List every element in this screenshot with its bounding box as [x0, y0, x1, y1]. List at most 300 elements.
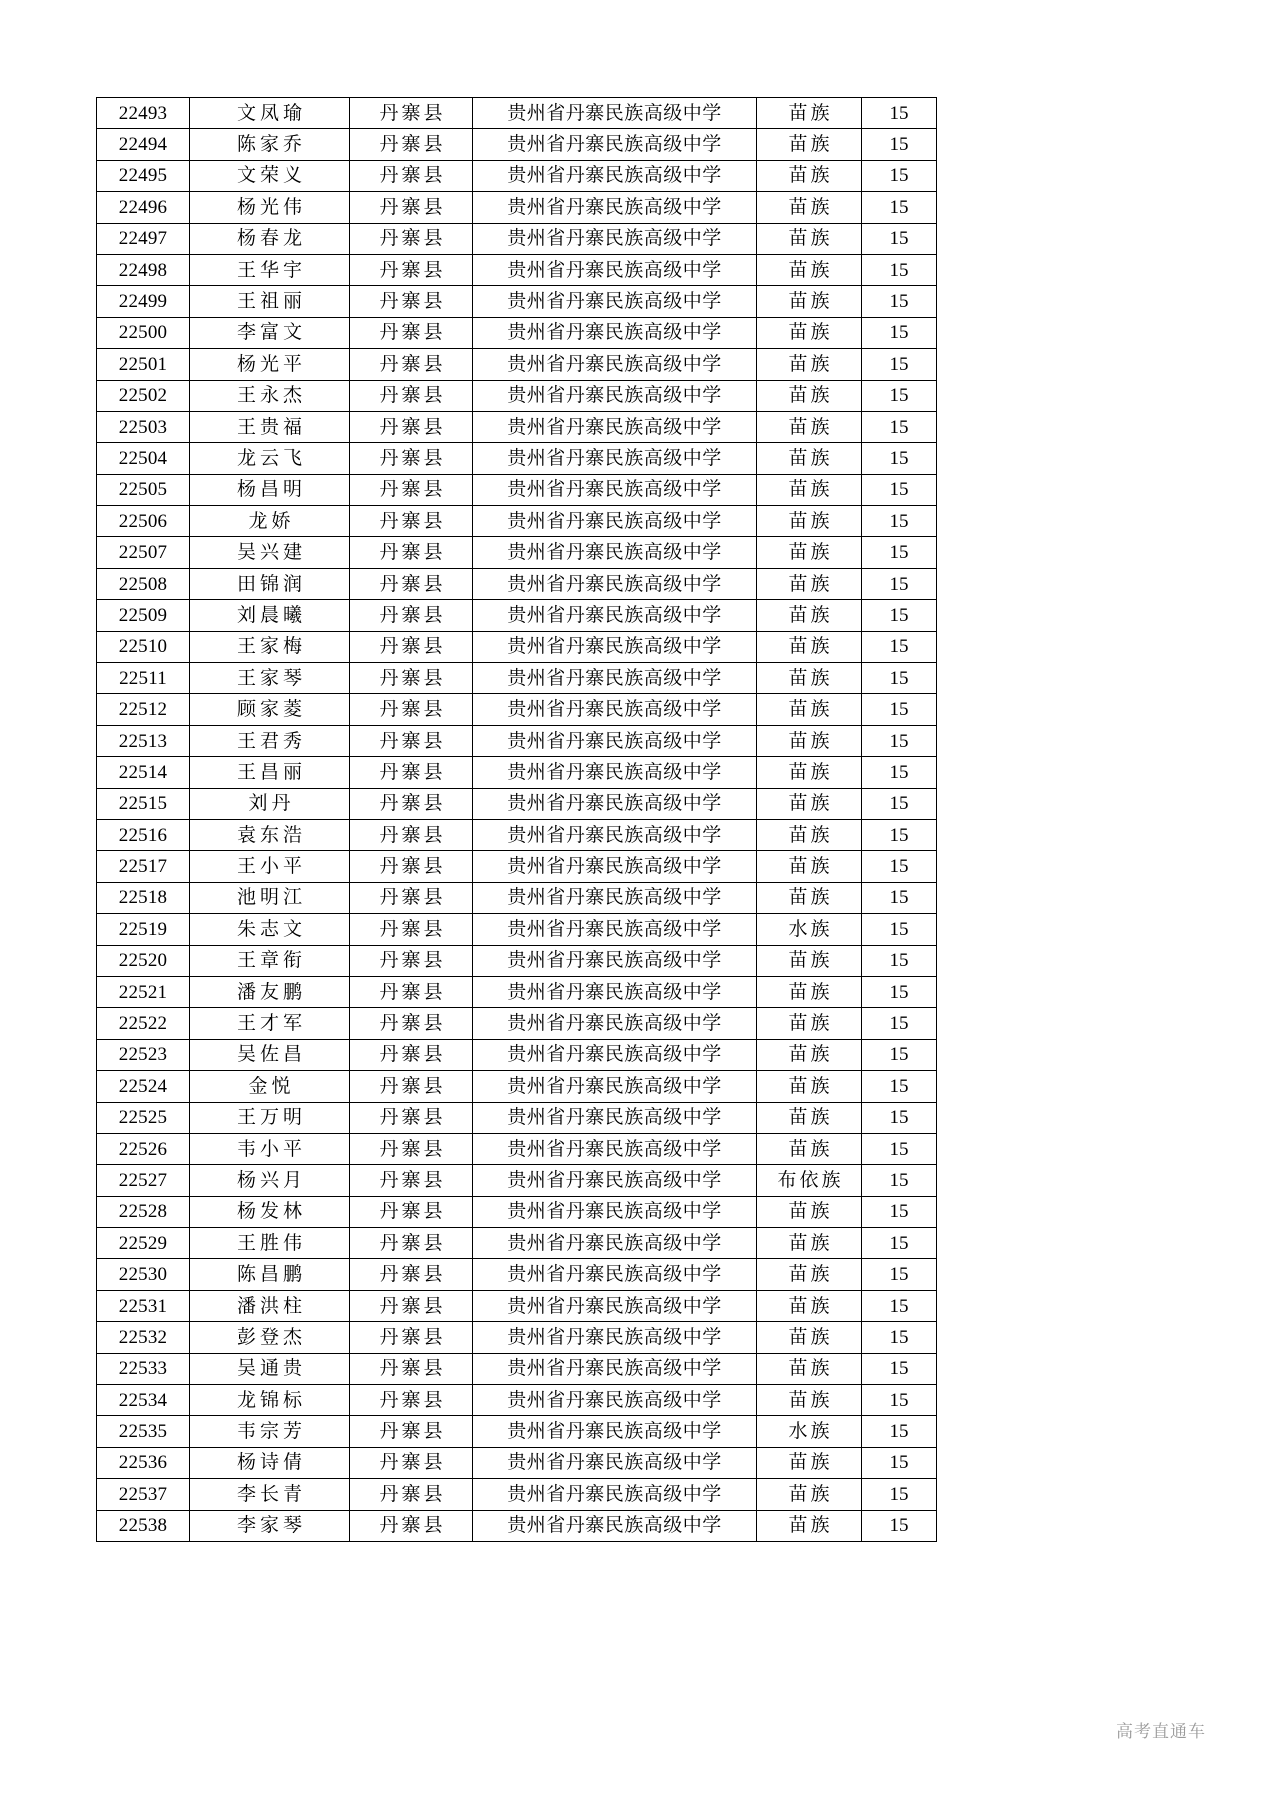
table-row [97, 1039, 937, 1070]
candidate-id: 22519 [97, 914, 190, 945]
candidate-county: 丹寨县 [350, 757, 473, 788]
roster-table-container [96, 97, 936, 1542]
candidate-ethnicity: 苗族 [757, 98, 862, 129]
candidate-score: 15 [862, 851, 937, 882]
candidate-id: 22502 [97, 380, 190, 411]
candidate-school: 贵州省丹寨民族高级中学 [473, 1322, 757, 1353]
candidate-ethnicity: 苗族 [757, 254, 862, 285]
candidate-score: 15 [862, 474, 937, 505]
candidate-school: 贵州省丹寨民族高级中学 [473, 474, 757, 505]
candidate-ethnicity: 苗族 [757, 349, 862, 380]
table-row [97, 349, 937, 380]
candidate-school: 贵州省丹寨民族高级中学 [473, 1416, 757, 1447]
table-row [97, 506, 937, 537]
table-row [97, 98, 937, 129]
table-row [97, 1479, 937, 1510]
table-row [97, 1133, 937, 1164]
candidate-name: 王华宇 [190, 254, 350, 285]
candidate-name: 彭登杰 [190, 1322, 350, 1353]
candidate-ethnicity: 苗族 [757, 537, 862, 568]
candidate-id: 22524 [97, 1071, 190, 1102]
candidate-id: 22507 [97, 537, 190, 568]
candidate-school: 贵州省丹寨民族高级中学 [473, 851, 757, 882]
candidate-school: 贵州省丹寨民族高级中学 [473, 976, 757, 1007]
candidate-score: 15 [862, 443, 937, 474]
candidate-ethnicity: 苗族 [757, 1228, 862, 1259]
candidate-score: 15 [862, 1071, 937, 1102]
candidate-county: 丹寨县 [350, 506, 473, 537]
candidate-county: 丹寨县 [350, 443, 473, 474]
candidate-ethnicity: 苗族 [757, 380, 862, 411]
candidate-id: 22520 [97, 945, 190, 976]
candidate-school: 贵州省丹寨民族高级中学 [473, 160, 757, 191]
table-row [97, 819, 937, 850]
candidate-score: 15 [862, 568, 937, 599]
table-row [97, 1447, 937, 1478]
candidate-name: 朱志文 [190, 914, 350, 945]
candidate-ethnicity: 苗族 [757, 600, 862, 631]
candidate-id: 22538 [97, 1510, 190, 1541]
candidate-ethnicity: 苗族 [757, 1385, 862, 1416]
candidate-name: 田锦润 [190, 568, 350, 599]
candidate-ethnicity: 苗族 [757, 1196, 862, 1227]
candidate-county: 丹寨县 [350, 945, 473, 976]
candidate-county: 丹寨县 [350, 1290, 473, 1321]
candidate-ethnicity: 苗族 [757, 192, 862, 223]
candidate-id: 22504 [97, 443, 190, 474]
candidate-id: 22505 [97, 474, 190, 505]
candidate-score: 15 [862, 380, 937, 411]
candidate-id: 22498 [97, 254, 190, 285]
candidate-school: 贵州省丹寨民族高级中学 [473, 945, 757, 976]
candidate-id: 22511 [97, 663, 190, 694]
table-row [97, 1102, 937, 1133]
candidate-county: 丹寨县 [350, 851, 473, 882]
candidate-name: 王章衔 [190, 945, 350, 976]
candidate-ethnicity: 苗族 [757, 694, 862, 725]
candidate-county: 丹寨县 [350, 600, 473, 631]
candidate-id: 22529 [97, 1228, 190, 1259]
candidate-id: 22536 [97, 1447, 190, 1478]
candidate-id: 22496 [97, 192, 190, 223]
table-row [97, 443, 937, 474]
table-row [97, 1290, 937, 1321]
candidate-school: 贵州省丹寨民族高级中学 [473, 631, 757, 662]
candidate-id: 22537 [97, 1479, 190, 1510]
candidate-county: 丹寨县 [350, 1196, 473, 1227]
table-row [97, 851, 937, 882]
candidate-school: 贵州省丹寨民族高级中学 [473, 914, 757, 945]
table-row [97, 286, 937, 317]
candidate-county: 丹寨县 [350, 129, 473, 160]
candidate-ethnicity: 苗族 [757, 1290, 862, 1321]
candidate-school: 贵州省丹寨民族高级中学 [473, 537, 757, 568]
candidate-id: 22534 [97, 1385, 190, 1416]
candidate-name: 杨光伟 [190, 192, 350, 223]
candidate-name: 杨诗倩 [190, 1447, 350, 1478]
candidate-county: 丹寨县 [350, 349, 473, 380]
candidate-school: 贵州省丹寨民族高级中学 [473, 411, 757, 442]
candidate-school: 贵州省丹寨民族高级中学 [473, 380, 757, 411]
candidate-score: 15 [862, 1039, 937, 1070]
candidate-ethnicity: 苗族 [757, 286, 862, 317]
candidate-name: 王家梅 [190, 631, 350, 662]
candidate-ethnicity: 苗族 [757, 474, 862, 505]
candidate-name: 吴兴建 [190, 537, 350, 568]
candidate-score: 15 [862, 1165, 937, 1196]
table-row [97, 1510, 937, 1541]
candidate-name: 王祖丽 [190, 286, 350, 317]
table-row [97, 411, 937, 442]
candidate-id: 22513 [97, 725, 190, 756]
candidate-id: 22526 [97, 1133, 190, 1164]
candidate-name: 袁东浩 [190, 819, 350, 850]
candidate-school: 贵州省丹寨民族高级中学 [473, 1165, 757, 1196]
table-row [97, 568, 937, 599]
candidate-county: 丹寨县 [350, 192, 473, 223]
candidate-school: 贵州省丹寨民族高级中学 [473, 223, 757, 254]
candidate-score: 15 [862, 223, 937, 254]
candidate-county: 丹寨县 [350, 380, 473, 411]
candidate-county: 丹寨县 [350, 663, 473, 694]
table-row [97, 1008, 937, 1039]
candidate-county: 丹寨县 [350, 914, 473, 945]
candidate-id: 22501 [97, 349, 190, 380]
candidate-school: 贵州省丹寨民族高级中学 [473, 819, 757, 850]
candidate-county: 丹寨县 [350, 1479, 473, 1510]
candidate-score: 15 [862, 694, 937, 725]
candidate-ethnicity: 苗族 [757, 506, 862, 537]
candidate-county: 丹寨县 [350, 254, 473, 285]
candidate-name: 金悦 [190, 1071, 350, 1102]
candidate-ethnicity: 苗族 [757, 976, 862, 1007]
candidate-score: 15 [862, 129, 937, 160]
candidate-county: 丹寨县 [350, 976, 473, 1007]
candidate-ethnicity: 苗族 [757, 1322, 862, 1353]
candidate-name: 文荣义 [190, 160, 350, 191]
candidate-ethnicity: 苗族 [757, 160, 862, 191]
candidate-name: 文凤瑜 [190, 98, 350, 129]
candidate-id: 22518 [97, 882, 190, 913]
candidate-school: 贵州省丹寨民族高级中学 [473, 1385, 757, 1416]
candidate-id: 22493 [97, 98, 190, 129]
candidate-id: 22499 [97, 286, 190, 317]
table-row [97, 1259, 937, 1290]
candidate-school: 贵州省丹寨民族高级中学 [473, 192, 757, 223]
candidate-county: 丹寨县 [350, 1416, 473, 1447]
candidate-county: 丹寨县 [350, 788, 473, 819]
candidate-school: 贵州省丹寨民族高级中学 [473, 882, 757, 913]
candidate-school: 贵州省丹寨民族高级中学 [473, 1353, 757, 1384]
candidate-ethnicity: 苗族 [757, 317, 862, 348]
table-row [97, 725, 937, 756]
candidate-name: 王才军 [190, 1008, 350, 1039]
candidate-ethnicity: 苗族 [757, 663, 862, 694]
candidate-ethnicity: 苗族 [757, 1510, 862, 1541]
candidate-school: 贵州省丹寨民族高级中学 [473, 1133, 757, 1164]
candidate-ethnicity: 苗族 [757, 1071, 862, 1102]
candidate-school: 贵州省丹寨民族高级中学 [473, 1228, 757, 1259]
candidate-id: 22516 [97, 819, 190, 850]
candidate-county: 丹寨县 [350, 286, 473, 317]
candidate-name: 杨兴月 [190, 1165, 350, 1196]
candidate-score: 15 [862, 317, 937, 348]
candidate-ethnicity: 苗族 [757, 725, 862, 756]
candidate-school: 贵州省丹寨民族高级中学 [473, 757, 757, 788]
candidate-score: 15 [862, 1322, 937, 1353]
candidate-county: 丹寨县 [350, 1102, 473, 1133]
candidate-school: 贵州省丹寨民族高级中学 [473, 1102, 757, 1133]
candidate-county: 丹寨县 [350, 631, 473, 662]
candidate-school: 贵州省丹寨民族高级中学 [473, 254, 757, 285]
table-row [97, 788, 937, 819]
candidate-id: 22530 [97, 1259, 190, 1290]
candidate-school: 贵州省丹寨民族高级中学 [473, 506, 757, 537]
candidate-name: 陈昌鹏 [190, 1259, 350, 1290]
candidate-name: 李长青 [190, 1479, 350, 1510]
table-row [97, 1385, 937, 1416]
candidate-id: 22525 [97, 1102, 190, 1133]
candidate-school: 贵州省丹寨民族高级中学 [473, 1039, 757, 1070]
candidate-ethnicity: 苗族 [757, 882, 862, 913]
candidate-ethnicity: 苗族 [757, 1353, 862, 1384]
candidate-school: 贵州省丹寨民族高级中学 [473, 568, 757, 599]
table-row [97, 192, 937, 223]
candidate-score: 15 [862, 1259, 937, 1290]
candidate-score: 15 [862, 788, 937, 819]
candidate-ethnicity: 苗族 [757, 631, 862, 662]
table-row [97, 694, 937, 725]
candidate-score: 15 [862, 1228, 937, 1259]
candidate-score: 15 [862, 757, 937, 788]
candidate-score: 15 [862, 976, 937, 1007]
candidate-score: 15 [862, 600, 937, 631]
candidate-score: 15 [862, 631, 937, 662]
candidate-ethnicity: 苗族 [757, 1479, 862, 1510]
candidate-school: 贵州省丹寨民族高级中学 [473, 1008, 757, 1039]
candidate-ethnicity: 苗族 [757, 945, 862, 976]
candidate-school: 贵州省丹寨民族高级中学 [473, 286, 757, 317]
candidate-ethnicity: 苗族 [757, 1102, 862, 1133]
candidate-name: 龙锦标 [190, 1385, 350, 1416]
table-row [97, 600, 937, 631]
candidate-school: 贵州省丹寨民族高级中学 [473, 663, 757, 694]
candidate-school: 贵州省丹寨民族高级中学 [473, 725, 757, 756]
candidate-ethnicity: 布依族 [757, 1165, 862, 1196]
candidate-id: 22527 [97, 1165, 190, 1196]
candidate-ethnicity: 苗族 [757, 1039, 862, 1070]
candidate-name: 李富文 [190, 317, 350, 348]
candidate-ethnicity: 苗族 [757, 819, 862, 850]
candidate-name: 韦小平 [190, 1133, 350, 1164]
candidate-score: 15 [862, 945, 937, 976]
candidate-county: 丹寨县 [350, 1008, 473, 1039]
candidate-school: 贵州省丹寨民族高级中学 [473, 317, 757, 348]
candidate-score: 15 [862, 349, 937, 380]
candidate-ethnicity: 苗族 [757, 1447, 862, 1478]
candidate-score: 15 [862, 663, 937, 694]
candidate-score: 15 [862, 1133, 937, 1164]
candidate-ethnicity: 苗族 [757, 568, 862, 599]
candidate-score: 15 [862, 819, 937, 850]
candidate-school: 贵州省丹寨民族高级中学 [473, 694, 757, 725]
table-row [97, 945, 937, 976]
candidate-county: 丹寨县 [350, 317, 473, 348]
candidate-score: 15 [862, 537, 937, 568]
candidate-score: 15 [862, 1479, 937, 1510]
candidate-name: 王万明 [190, 1102, 350, 1133]
candidate-county: 丹寨县 [350, 1259, 473, 1290]
candidate-score: 15 [862, 254, 937, 285]
candidate-name: 刘丹 [190, 788, 350, 819]
table-row [97, 537, 937, 568]
candidate-name: 龙娇 [190, 506, 350, 537]
candidate-ethnicity: 苗族 [757, 851, 862, 882]
candidate-id: 22514 [97, 757, 190, 788]
candidate-score: 15 [862, 1290, 937, 1321]
candidate-name: 潘洪柱 [190, 1290, 350, 1321]
candidate-ethnicity: 苗族 [757, 1133, 862, 1164]
candidate-name: 杨春龙 [190, 223, 350, 254]
candidate-name: 潘友鹏 [190, 976, 350, 1007]
candidate-id: 22533 [97, 1353, 190, 1384]
candidate-name: 池明江 [190, 882, 350, 913]
candidate-name: 王君秀 [190, 725, 350, 756]
candidate-name: 杨昌明 [190, 474, 350, 505]
candidate-county: 丹寨县 [350, 223, 473, 254]
candidate-county: 丹寨县 [350, 694, 473, 725]
candidate-county: 丹寨县 [350, 1510, 473, 1541]
table-row [97, 1353, 937, 1384]
candidate-ethnicity: 苗族 [757, 411, 862, 442]
candidate-id: 22508 [97, 568, 190, 599]
candidate-score: 15 [862, 1102, 937, 1133]
candidate-score: 15 [862, 1447, 937, 1478]
candidate-school: 贵州省丹寨民族高级中学 [473, 600, 757, 631]
candidate-id: 22495 [97, 160, 190, 191]
table-row [97, 631, 937, 662]
table-row [97, 1228, 937, 1259]
candidate-name: 顾家菱 [190, 694, 350, 725]
candidate-id: 22531 [97, 1290, 190, 1321]
candidate-county: 丹寨县 [350, 819, 473, 850]
candidate-ethnicity: 苗族 [757, 129, 862, 160]
candidate-name: 杨光平 [190, 349, 350, 380]
candidate-score: 15 [862, 1353, 937, 1384]
candidate-county: 丹寨县 [350, 1039, 473, 1070]
candidate-school: 贵州省丹寨民族高级中学 [473, 443, 757, 474]
candidate-name: 吴佐昌 [190, 1039, 350, 1070]
candidate-school: 贵州省丹寨民族高级中学 [473, 1510, 757, 1541]
candidate-ethnicity: 苗族 [757, 1259, 862, 1290]
candidate-name: 李家琴 [190, 1510, 350, 1541]
candidate-county: 丹寨县 [350, 1353, 473, 1384]
candidate-county: 丹寨县 [350, 1071, 473, 1102]
candidate-school: 贵州省丹寨民族高级中学 [473, 1259, 757, 1290]
candidate-county: 丹寨县 [350, 474, 473, 505]
candidate-ethnicity: 苗族 [757, 1008, 862, 1039]
candidate-school: 贵州省丹寨民族高级中学 [473, 98, 757, 129]
table-row [97, 914, 937, 945]
table-row [97, 1322, 937, 1353]
candidate-id: 22509 [97, 600, 190, 631]
candidate-id: 22521 [97, 976, 190, 1007]
candidate-school: 贵州省丹寨民族高级中学 [473, 1071, 757, 1102]
table-row [97, 976, 937, 1007]
candidate-ethnicity: 苗族 [757, 443, 862, 474]
table-row [97, 160, 937, 191]
table-row [97, 223, 937, 254]
candidate-name: 龙云飞 [190, 443, 350, 474]
candidate-school: 贵州省丹寨民族高级中学 [473, 1196, 757, 1227]
candidate-id: 22522 [97, 1008, 190, 1039]
candidate-name: 陈家乔 [190, 129, 350, 160]
candidate-score: 15 [862, 1510, 937, 1541]
candidate-school: 贵州省丹寨民族高级中学 [473, 1479, 757, 1510]
candidate-roster-table [96, 97, 937, 1542]
candidate-county: 丹寨县 [350, 1133, 473, 1164]
candidate-name: 韦宗芳 [190, 1416, 350, 1447]
table-row [97, 882, 937, 913]
candidate-ethnicity: 苗族 [757, 223, 862, 254]
candidate-score: 15 [862, 192, 937, 223]
candidate-county: 丹寨县 [350, 98, 473, 129]
candidate-id: 22535 [97, 1416, 190, 1447]
candidate-score: 15 [862, 160, 937, 191]
table-row [97, 757, 937, 788]
candidate-name: 王昌丽 [190, 757, 350, 788]
table-row [97, 474, 937, 505]
candidate-ethnicity: 水族 [757, 914, 862, 945]
candidate-ethnicity: 水族 [757, 1416, 862, 1447]
table-row [97, 1416, 937, 1447]
candidate-county: 丹寨县 [350, 1322, 473, 1353]
watermark-label: 高考直通车 [1116, 1722, 1206, 1742]
candidate-county: 丹寨县 [350, 1447, 473, 1478]
roster-table-body [97, 98, 937, 1542]
candidate-id: 22517 [97, 851, 190, 882]
candidate-county: 丹寨县 [350, 568, 473, 599]
candidate-id: 22500 [97, 317, 190, 348]
candidate-score: 15 [862, 725, 937, 756]
candidate-score: 15 [862, 506, 937, 537]
candidate-id: 22523 [97, 1039, 190, 1070]
candidate-county: 丹寨县 [350, 1228, 473, 1259]
candidate-score: 15 [862, 1416, 937, 1447]
candidate-county: 丹寨县 [350, 160, 473, 191]
table-row [97, 380, 937, 411]
candidate-school: 贵州省丹寨民族高级中学 [473, 129, 757, 160]
table-row [97, 1165, 937, 1196]
table-row [97, 1196, 937, 1227]
candidate-id: 22503 [97, 411, 190, 442]
candidate-county: 丹寨县 [350, 537, 473, 568]
candidate-county: 丹寨县 [350, 882, 473, 913]
table-row [97, 317, 937, 348]
candidate-score: 15 [862, 411, 937, 442]
table-row [97, 254, 937, 285]
candidate-id: 22497 [97, 223, 190, 254]
candidate-school: 贵州省丹寨民族高级中学 [473, 1447, 757, 1478]
candidate-ethnicity: 苗族 [757, 788, 862, 819]
candidate-name: 刘晨曦 [190, 600, 350, 631]
candidate-score: 15 [862, 1385, 937, 1416]
candidate-score: 15 [862, 1008, 937, 1039]
candidate-score: 15 [862, 882, 937, 913]
candidate-school: 贵州省丹寨民族高级中学 [473, 1290, 757, 1321]
candidate-name: 王家琴 [190, 663, 350, 694]
candidate-name: 王胜伟 [190, 1228, 350, 1259]
